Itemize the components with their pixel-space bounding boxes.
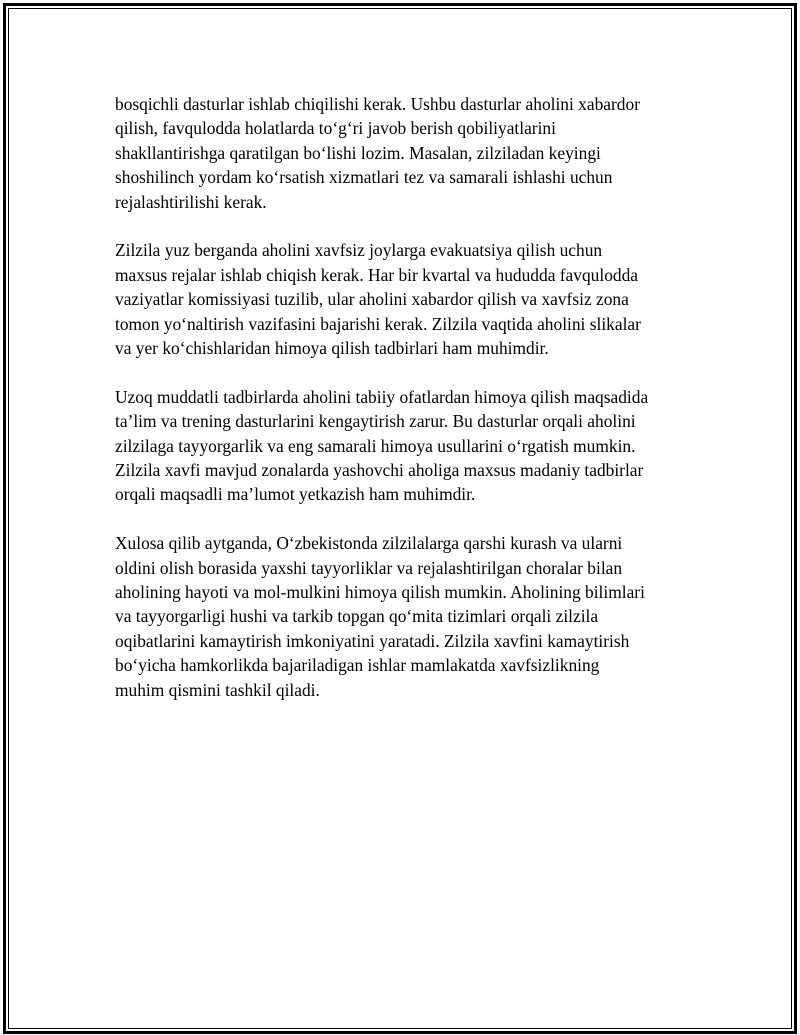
paragraph-3: Uzoq muddatli tadbirlarda aholini tabiiy ofatlardan himoya qilish maqsadida ta’lim va trening dasturlarini kengaytirish zarur. Bu dasturlar orqali aholini zilzilaga tayyorgarlik va eng samarali himoya usullarini o‘rgatish mumkin. Zilzila xavfi mavjud zonalarda yashovchi aholiga maxsus madaniy tadbirlar orqali maqsadli ma’lumot yetkazish ham muhimdir.	[115, 386, 649, 505]
paragraph-4: Xulosa qilib aytganda, O‘zbekistonda zilzilalarga qarshi kurash va ularni oldini olish borasida yaxshi tayyorliklar va rejalashtirilgan choralar bilan aholining hayoti va mol-mulkini himoya qilish mumkin. Aholining bilimlari va tayyorgarligi hushi va tarkib topgan qo‘mita tizimlari orqali zilzila oqibatlarini kamaytirish imkoniyatini yaratadi. Zilzila xavfini kamaytirish bo‘yicha hamkorlikda bajariladigan ishlar mamlakatda xavfsizlikning muhim qismini tashkil qiladi.	[115, 533, 645, 700]
document-body	[115, 92, 700, 727]
paragraph-2: Zilzila yuz berganda aholini xavfsiz joylarga evakuatsiya qilish uchun maxsus rejalar ishlab chiqish kerak. Har bir kvartal va hududda favqulodda vaziyatlar komissiyasi tuzilib, ular aholini xabardor qilish va xavfsiz zona tomon yo‘naltirish vazifasini bajarishi kerak. Zilzila vaqtida aholini slikalar va yer ko‘chishlaridan himoya qilish tadbirlari ham muhimdir.	[115, 240, 641, 359]
paragraph-1: bosqichli dasturlar ishlab chiqilishi kerak. Ushbu dasturlar aholini xabardor qilish, favqulodda holatlarda to‘g‘ri javob berish qobiliyatlarini shakllantirishga qaratilgan bo‘lishi lozim. Masalan, zilziladan keyingi shoshilinch yordam ko‘rsatish xizmatlari tez va samarali ishlashi uchun rejalashtirilishi kerak.	[115, 94, 640, 212]
